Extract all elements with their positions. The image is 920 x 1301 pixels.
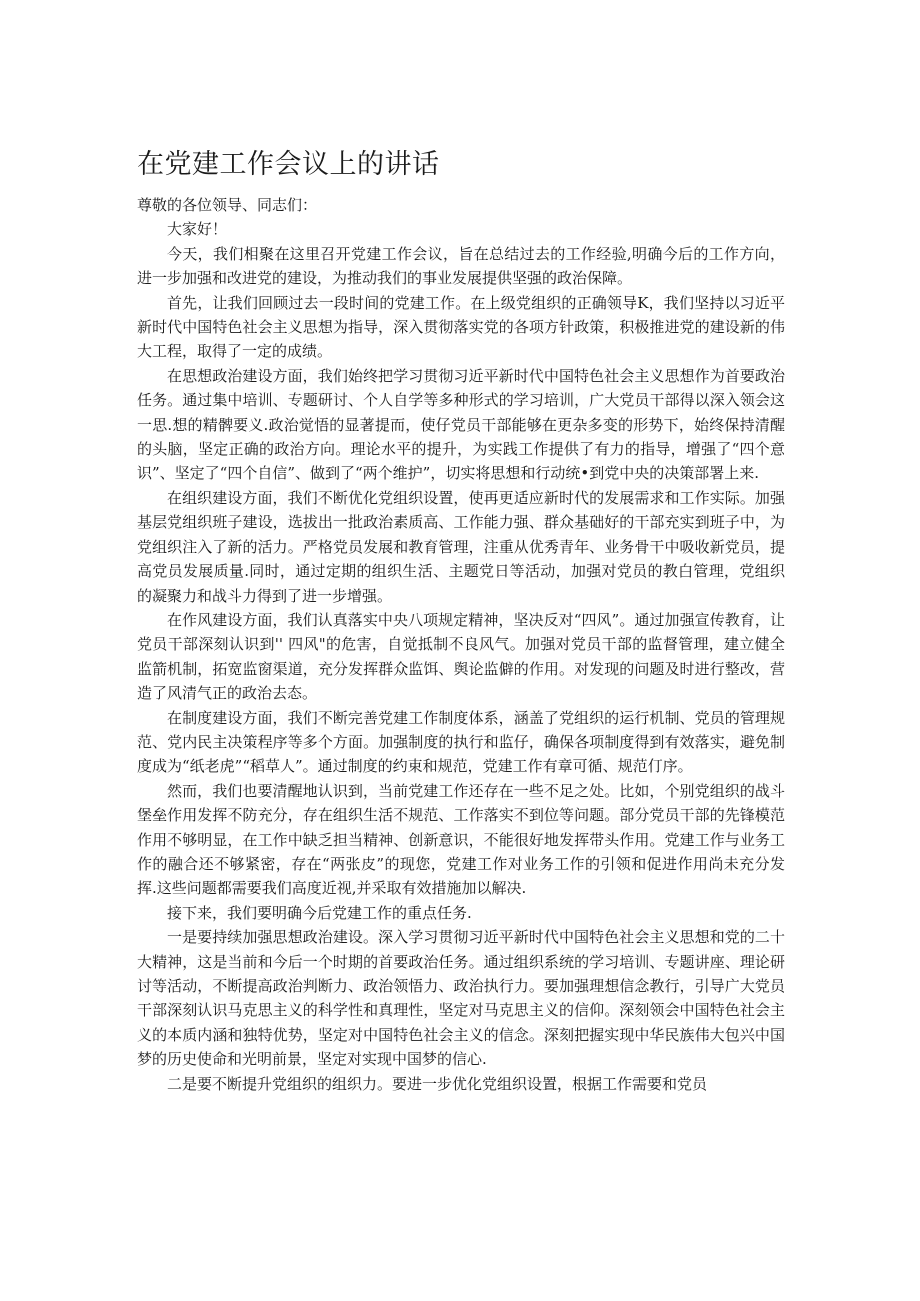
paragraph-6: 在制度建设方面，我们不断完善党建工作制度体系，涵盖了党组织的运行机制、党员的管理规范、党内民主决策程序等多个方面。加强制度的执行和监仔，确保各项制度得到有效落实，避免制度成为“纸老虎”“稻草人”。通过制度的约束和规范，党建工作有章可循、规范仃序。 <box>137 708 785 776</box>
document-title: 在党建工作会议上的讲话 <box>137 149 440 180</box>
document-body <box>137 193 785 1096</box>
salutation: 尊敬的各位领导、同志们： <box>137 196 318 214</box>
paragraph-7: 然而，我们也要清醒地认识到，当前党建工作还存在一些不足之处。比如，个别党组织的战斗堡垒作用发挥不防充分，存在组织生活不规范、工作落实不到位等问题。部分党员干部的先锋模范作用不够明显，在工作中缺乏担当精神、创新意识，不能很好地发挥带头作用。党建工作与业务工作的融合还不够紧密，存在“两张皮”的现您，党建工作对业务工作的引领和促进作用尚未充分发挥.这些问题都需要我们高度近视,并采取有效措施加以解决. <box>137 781 785 898</box>
paragraph-1: 今天，我们相聚在这里召开党建工作会议，旨在总结过去的工作经验,明确今后的工作方向，进一步加强和改进党的建设，为推动我们的事业发展提供坚强的政治保障。 <box>137 244 785 288</box>
greeting: 大家好！ <box>167 220 228 239</box>
paragraph-8: 接下来，我们要明确今后党建工作的重点任务. <box>167 903 472 922</box>
paragraph-4: 在组织建设方面，我们不断优化党组织设置，使再更适应新时代的发展需求和工作实际。加强基层党组织班子建设，选拔出一批政治素质高、工作能力强、群众基础好的干部充实到班子中，为党组织注入了新的活力。严格党员发展和教育管理，注重从优秀青年、业务骨干中吸收新党员，提高党员发展质量.同时，通过定期的组织生活、主题党日等活动，加强对党员的教白管理，党组织的凝聚力和战斗力得到了进一步增强。 <box>137 488 785 605</box>
paragraph-2: 首先，让我们回顾过去一段时间的党建工作。在上级党组织的正确领导K，我们坚持以习近平新时代中国特色社会主义思想为指导，深入贯彻落实党的各项方针政策，积极推进党的建设新的伟大工程，取得了一定的成绩。 <box>137 293 785 361</box>
paragraph-10: 二是要不断提升党组织的组织力。要进一步优化党组织设置，根据工作需要和党员 <box>167 1074 708 1093</box>
paragraph-5: 在作风建设方面，我们认真落实中央八项规定精神，坚决反对“四风”。通过加强宣传教育，让党员干部深刻认识到'' 四风"的危害，自觉抵制不良风气。加强对党员干部的监督管理，建立健全监箭机制，拓宽监窗渠道，充分发挥群众监饵、舆论监僻的作用。对发现的问题及时进行整改，营造了风清气正的政治去态。 <box>137 610 785 703</box>
paragraph-9: 一是要持续加强思想政治建设。深入学习贯彻习近平新时代中国特色社会主义思想和党的二十大精神，这是当前和今后一个时期的首要政治任务。通过组织系统的学习培训、专题讲座、理论研讨等活动，不断提高政治判断力、政治领悟力、政治执行力。要加强理想信念教行，引导广大党员干部深刻认识马克思主义的科学性和真理性，坚定对马克思主义的信仰。深刻领会中国特色社会主义的本质内涵和独特优势，坚定对中国特色社会主义的信念。深刻把握实现中华民族伟大包兴中国梦的历史使命和光明前景，坚定对实现中国梦的信心. <box>137 928 785 1069</box>
paragraph-3: 在思想政治建设方面，我们始终把学习贯彻习近平新时代中国特色社会主义思想作为首要政治任务。通过集中培训、专题研讨、个人自学等多种形式的学习培训，广大党员干部得以深入领会这一思.想的精髀要义.政治觉悟的显著提而，使仔党员干部能够在更杂多变的形势下，始终保持清醒的头脑，坚定正确的政治方向。理论水平的提升，为实践工作提供了有力的指导，增强了“四个意识”、坚定了“四个自信”、做到了“两个维护”，切实将思想和行动统•到党中央的决策部署上来. <box>137 366 785 483</box>
